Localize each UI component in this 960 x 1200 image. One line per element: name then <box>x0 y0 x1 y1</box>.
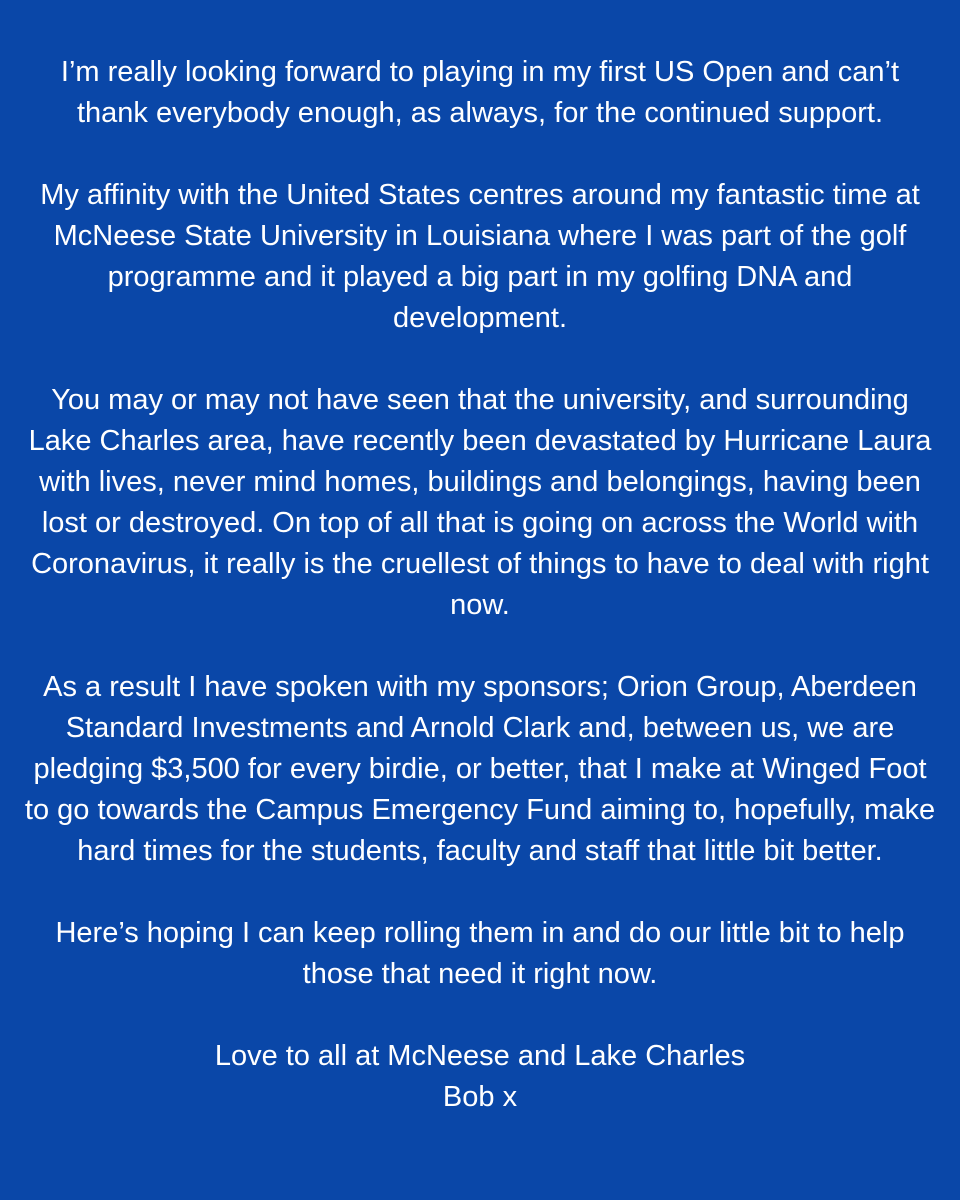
paragraph-hope: Here’s hoping I can keep rolling them in and do our little bit to help those that need it right now. <box>55 917 905 990</box>
paragraph-affinity: My affinity with the United States centres around my fantastic time at McNeese State University in Louisiana where I was part of the golf programme and it played a big part in my golfing DNA and development. <box>40 179 920 334</box>
paragraph-thanks: I’m really looking forward to playing in my first US Open and can’t thank everybody enough, as always, for the continued support. <box>60 56 900 129</box>
closing-line: Love to all at McNeese and Lake Charles <box>214 1040 746 1072</box>
signature: Bob x <box>442 1081 518 1113</box>
paragraph-hurricane: You may or may not have seen that the university, and surrounding Lake Charles area, have recently been devastated by Hurricane Laura with lives, never mind homes, buildings and belongings, having been lost or destroyed. On top of all that is going on across the World with Coronavirus, it really is the cruellest of things to have to deal with right now. <box>28 384 932 621</box>
paragraph-pledge: As a result I have spoken with my sponsors; Orion Group, Aberdeen Standard Investments and Arnold Clark and, between us, we are pledging $3,500 for every birdie, or better, that I make at Winged Foot to go towards the Campus Emergency Fund aiming to, hopefully, make hard times for the students, faculty and staff that little bit better. <box>24 671 936 867</box>
